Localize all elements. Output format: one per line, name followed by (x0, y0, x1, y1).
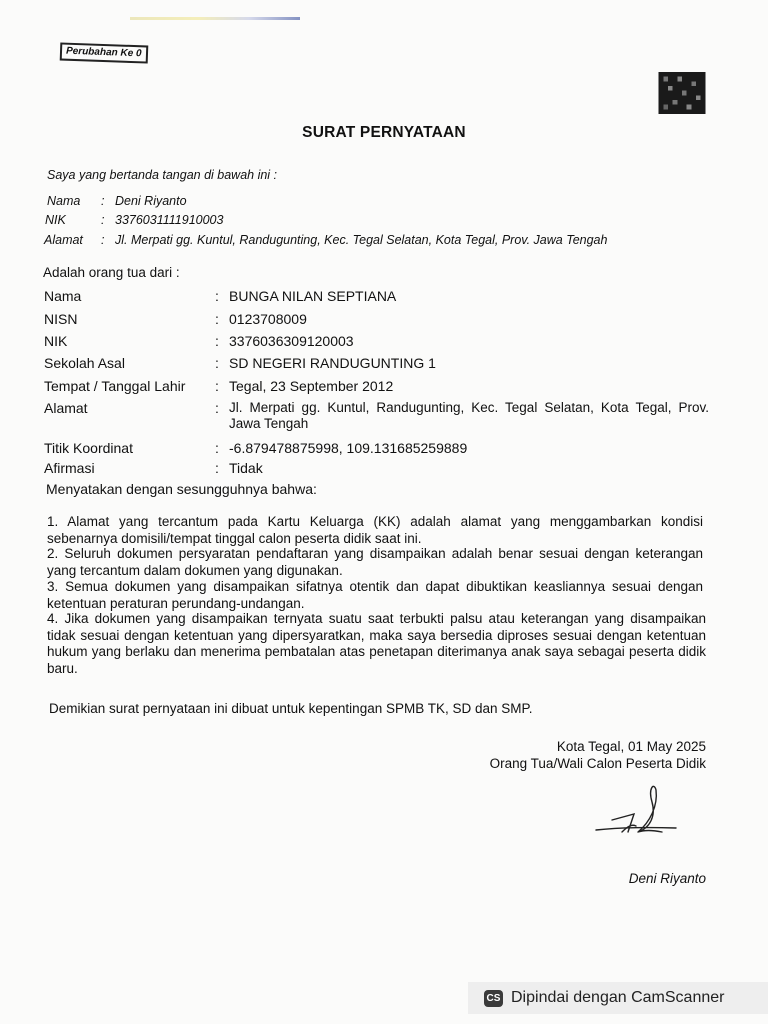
signer-nik-label: NIK (45, 213, 66, 227)
statement-2: 2. Seluruh dokumen persyaratan pendaftaran yang disampaikan adalah benar sesuai dengan keterangan yang tercantum dalam dokumen yang digunakan. (47, 546, 703, 578)
colon: : (101, 233, 105, 247)
revision-stamp: Perubahan Ke 0 (60, 42, 148, 63)
field-label: Afirmasi (44, 460, 95, 476)
colon: : (215, 311, 219, 327)
colon: : (101, 213, 105, 227)
field-value: Tegal, 23 September 2012 (229, 378, 394, 394)
camscanner-text: Dipindai dengan CamScanner (511, 989, 725, 1006)
signer-nik-value: 3376031111910003 (115, 213, 224, 227)
field-value: BUNGA NILAN SEPTIANA (229, 288, 397, 304)
closing-text: Demikian surat pernyataan ini dibuat untuk kepentingan SPMB TK, SD dan SMP. (49, 701, 533, 716)
colon: : (215, 355, 219, 371)
signer-role: Orang Tua/Wali Calon Peserta Didik (489, 756, 706, 771)
place-date: Kota Tegal, 01 May 2025 (556, 739, 706, 754)
field-label: Alamat (44, 400, 88, 416)
colon: : (215, 333, 219, 349)
signature-mark (592, 782, 680, 840)
signer-address-value: Jl. Merpati gg. Kuntul, Randugunting, Kec. Tegal Selatan, Kota Tegal, Prov. Jawa Tengah (115, 233, 608, 247)
field-value: 0123708009 (229, 311, 307, 327)
colon: : (101, 194, 105, 208)
field-label: Sekolah Asal (44, 355, 125, 371)
field-label: NISN (44, 311, 78, 327)
signer-address-label: Alamat (44, 233, 83, 247)
statement-4: 4. Jika dokumen yang disampaikan ternyata suatu saat terbukti palsu atau keterangan yang disampaikan tidak sesuai dengan ketentuan yang dipersyaratkan, maka saya bersedia diproses sesuai dengan ketentuan hukum yang berlaku dan menerima pembatalan atas penetapan diterimanya anak saya sebagai peserta didik baru. (47, 611, 706, 676)
field-label: Titik Koordinat (44, 440, 133, 456)
field-value: SD NEGERI RANDUGUNTING 1 (229, 355, 436, 371)
colon: : (215, 440, 219, 456)
field-value: -6.879478875998, 109.131685259889 (229, 440, 468, 456)
scan-edge-mark (130, 17, 300, 20)
camscanner-watermark (468, 982, 768, 1014)
colon: : (215, 378, 219, 394)
field-label: Nama (44, 288, 82, 304)
colon: : (215, 400, 219, 416)
camscanner-logo-icon: CS (484, 990, 503, 1007)
colon: : (215, 460, 219, 476)
signer-name-signature: Deni Riyanto (628, 871, 706, 886)
field-label: Tempat / Tanggal Lahir (44, 378, 186, 394)
parent-of-text: Adalah orang tua dari : (43, 265, 180, 280)
signer-name-value: Deni Riyanto (115, 194, 187, 208)
colon: : (215, 288, 219, 304)
statement-3: 3. Semua dokumen yang disampaikan sifatnya otentik dan dapat dibuktikan keasliannya sesuai dengan ketentuan peraturan perundang-undangan. (47, 579, 703, 611)
field-value: 3376036309120003 (229, 333, 354, 349)
document-title: SURAT PERNYATAAN (302, 124, 466, 141)
field-label: NIK (44, 333, 68, 349)
declare-intro-text: Menyatakan dengan sesungguhnya bahwa: (46, 481, 317, 497)
field-value: Jl. Merpati gg. Kuntul, Randugunting, Kec. Tegal Selatan, Kota Tegal, Prov. Jawa Tengah (229, 400, 709, 431)
statement-1: 1. Alamat yang tercantum pada Kartu Keluarga (KK) adalah alamat yang menggambarkan kondisi sebenarnya domisili/tempat tinggal calon peserta didik saat ini. (47, 514, 703, 546)
qr-code-icon (657, 72, 707, 114)
intro-text: Saya yang bertanda tangan di bawah ini : (47, 168, 278, 182)
signer-name-label: Nama (47, 194, 81, 208)
field-value: Tidak (229, 460, 263, 476)
